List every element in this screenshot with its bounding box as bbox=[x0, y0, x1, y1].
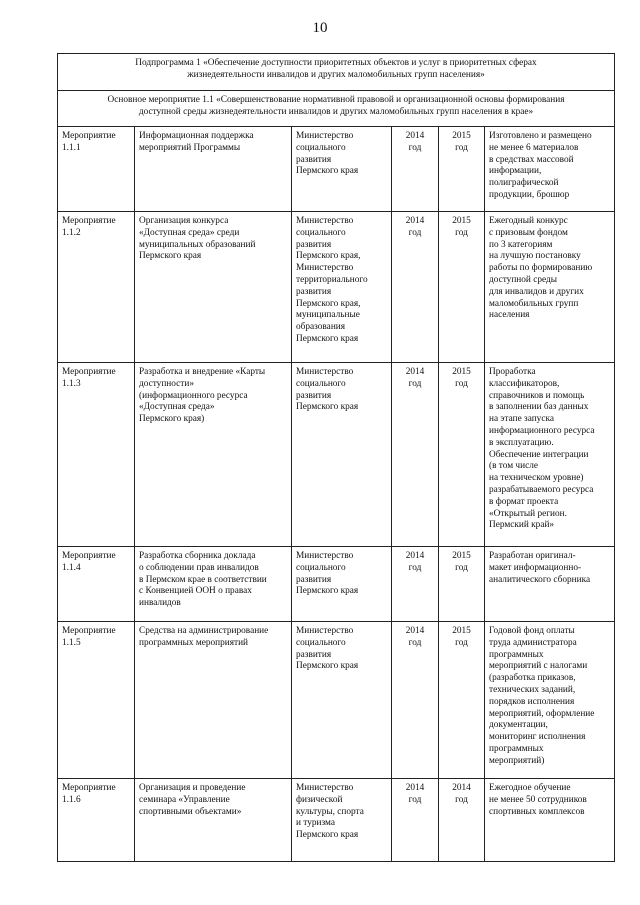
cell-line: «Открытый регион. bbox=[489, 508, 567, 519]
cell-line: 2014 bbox=[405, 131, 425, 141]
cell-line: год bbox=[408, 794, 422, 805]
cell-line: мероприятий) bbox=[489, 755, 545, 766]
cell-line: развития bbox=[296, 649, 332, 660]
cell-line: социального bbox=[296, 142, 346, 153]
start-year-cell bbox=[392, 622, 439, 779]
cell-line: Мероприятие bbox=[62, 216, 116, 226]
cell-line: 2015 bbox=[452, 367, 471, 377]
cell-line: Пермского края bbox=[296, 661, 359, 672]
cell-line: спортивных комплексов bbox=[489, 806, 585, 817]
cell-line: год bbox=[408, 142, 422, 153]
page-number: 10 bbox=[312, 20, 328, 36]
cell-line: 2014 bbox=[405, 367, 425, 377]
cell-line: Ежегодный конкурс bbox=[489, 216, 568, 226]
cell-line: продукции, брошюр bbox=[489, 189, 570, 200]
executor-cell bbox=[292, 547, 392, 622]
cell-line: 2015 bbox=[452, 551, 471, 561]
main-activity-header bbox=[58, 91, 615, 127]
cell-line: информации, bbox=[489, 166, 542, 177]
cell-line: 2014 bbox=[405, 551, 425, 561]
cell-line: Министерство bbox=[296, 367, 354, 377]
activity-id-cell bbox=[58, 622, 135, 779]
cell-line: Пермского края, bbox=[296, 251, 361, 262]
cell-line: развития bbox=[296, 286, 332, 297]
cell-line: документации, bbox=[489, 720, 548, 731]
cell-line: Пермского края bbox=[296, 402, 359, 413]
cell-line: спортивными объектами» bbox=[139, 806, 242, 817]
executor-cell bbox=[292, 622, 392, 779]
activity-name-cell bbox=[135, 127, 292, 212]
cell-line: Министерство bbox=[296, 626, 354, 636]
cell-line: на лучшую постановку bbox=[489, 251, 581, 262]
cell-line: аналитического сборника bbox=[489, 574, 591, 585]
end-year-cell bbox=[439, 622, 485, 779]
table-row bbox=[58, 363, 615, 547]
cell-line: Информационная поддержка bbox=[139, 131, 254, 141]
cell-line: год bbox=[408, 637, 422, 648]
cell-line: и туризма bbox=[296, 818, 335, 829]
cell-line: в Пермском крае в соответствии bbox=[139, 574, 267, 585]
cell-line: не менее 50 сотрудников bbox=[489, 794, 587, 805]
activity-id-cell bbox=[58, 212, 135, 363]
cell-line: Пермского края bbox=[296, 586, 359, 597]
cell-line: Министерство bbox=[296, 263, 354, 274]
end-year-cell bbox=[439, 363, 485, 547]
result-cell bbox=[485, 779, 615, 862]
activity-id-cell bbox=[58, 779, 135, 862]
cell-line: классификаторов, bbox=[489, 378, 560, 389]
cell-line: 1.1.2 bbox=[62, 227, 81, 238]
cell-line: Организация конкурса bbox=[139, 216, 229, 226]
cell-line: социального bbox=[296, 637, 346, 648]
cell-line: муниципальных образований bbox=[139, 239, 256, 250]
cell-line: (в том числе bbox=[489, 461, 538, 472]
start-year-cell bbox=[392, 363, 439, 547]
cell-line: в средствах массовой bbox=[489, 154, 574, 165]
cell-line: программных мероприятий bbox=[139, 637, 249, 648]
cell-line: год bbox=[455, 562, 468, 573]
cell-line: для инвалидов и других bbox=[489, 286, 584, 297]
cell-line: «Доступная среда» bbox=[139, 402, 215, 413]
main-activity-header-row bbox=[58, 91, 615, 127]
cell-line: территориального bbox=[296, 274, 368, 285]
cell-line: на техническом уровне) bbox=[489, 473, 584, 484]
cell-line: Министерство bbox=[296, 216, 354, 226]
activity-name-cell bbox=[135, 212, 292, 363]
cell-line: труда администратора bbox=[489, 637, 577, 648]
subprogram-header bbox=[58, 54, 615, 91]
result-cell bbox=[485, 622, 615, 779]
table-row bbox=[58, 779, 615, 862]
cell-line: год bbox=[408, 562, 422, 573]
executor-cell bbox=[292, 212, 392, 363]
cell-line: 1.1.6 bbox=[62, 794, 81, 805]
cell-line: макет информационно- bbox=[489, 562, 582, 573]
start-year-cell bbox=[392, 779, 439, 862]
header-line: Основное мероприятие 1.1 «Совершенствование нормативной правовой и организационной основы формирования bbox=[107, 95, 565, 105]
executor-cell bbox=[292, 779, 392, 862]
cell-line: Министерство bbox=[296, 131, 354, 141]
cell-line: Разработка сборника доклада bbox=[139, 551, 256, 561]
cell-line: мероприятий с налогами bbox=[489, 661, 588, 672]
cell-line: по 3 категориям bbox=[489, 239, 553, 250]
executor-cell bbox=[292, 363, 392, 547]
cell-line: Обеспечение интеграции bbox=[489, 449, 589, 460]
cell-line: год bbox=[455, 378, 468, 389]
cell-line: образования bbox=[296, 322, 346, 333]
cell-line: Средства на администрирование bbox=[139, 626, 269, 636]
result-cell bbox=[485, 127, 615, 212]
cell-line: социального bbox=[296, 562, 346, 573]
activity-name-cell bbox=[135, 363, 292, 547]
cell-line: Пермского края bbox=[296, 830, 359, 841]
cell-line: социального bbox=[296, 378, 346, 389]
cell-line: развития bbox=[296, 239, 332, 250]
cell-line: Министерство bbox=[296, 551, 354, 561]
cell-line: технических заданий, bbox=[489, 684, 576, 695]
cell-line: 1.1.3 bbox=[62, 378, 81, 389]
cell-line: год bbox=[455, 227, 468, 238]
activity-name-cell bbox=[135, 547, 292, 622]
cell-line: порядков исполнения bbox=[489, 696, 575, 707]
cell-line: 2014 bbox=[405, 216, 425, 226]
cell-line: Разработка и внедрение «Карты bbox=[139, 367, 266, 377]
cell-line: Пермского края bbox=[139, 251, 202, 262]
cell-line: 1.1.1 bbox=[62, 142, 81, 153]
cell-line: год bbox=[408, 378, 422, 389]
table-row bbox=[58, 622, 615, 779]
cell-line: развития bbox=[296, 574, 332, 585]
activity-id-cell bbox=[58, 547, 135, 622]
cell-line: Пермского края bbox=[296, 333, 359, 344]
cell-line: семинара «Управление bbox=[139, 794, 230, 805]
cell-line: программных bbox=[489, 743, 544, 754]
cell-line: справочников и помощь bbox=[489, 390, 585, 401]
start-year-cell bbox=[392, 547, 439, 622]
cell-line: маломобильных групп bbox=[489, 298, 579, 309]
cell-line: Мероприятие bbox=[62, 131, 116, 141]
cell-line: «Доступная среда» среди bbox=[139, 227, 240, 238]
cell-line: Пермского края bbox=[296, 166, 359, 177]
cell-line: Пермского края, bbox=[296, 298, 361, 309]
cell-line: год bbox=[455, 637, 468, 648]
cell-line: 1.1.4 bbox=[62, 562, 81, 573]
cell-line: 2014 bbox=[452, 783, 471, 793]
start-year-cell bbox=[392, 212, 439, 363]
activities-table bbox=[57, 53, 615, 862]
start-year-cell bbox=[392, 127, 439, 212]
cell-line: муниципальные bbox=[296, 310, 360, 321]
activity-id-cell bbox=[58, 127, 135, 212]
cell-line: год bbox=[455, 142, 468, 153]
end-year-cell bbox=[439, 779, 485, 862]
cell-line: (разработка приказов, bbox=[489, 673, 576, 684]
cell-line: с призовым фондом bbox=[489, 227, 568, 238]
cell-line: разрабатываемого ресурса bbox=[489, 484, 594, 495]
cell-line: развития bbox=[296, 154, 332, 165]
cell-line: Разработан оригинал- bbox=[489, 551, 576, 561]
table-row bbox=[58, 212, 615, 363]
cell-line: социального bbox=[296, 227, 346, 238]
cell-line: работы по формированию bbox=[489, 263, 593, 274]
activity-id-cell bbox=[58, 363, 135, 547]
result-cell bbox=[485, 363, 615, 547]
activity-name-cell bbox=[135, 622, 292, 779]
cell-line: (информационного ресурса bbox=[139, 390, 248, 401]
cell-line: год bbox=[455, 794, 468, 805]
cell-line: 2015 bbox=[452, 131, 471, 141]
cell-line: Ежегодное обучение bbox=[489, 783, 571, 793]
cell-line: культуры, спорта bbox=[296, 806, 364, 817]
subprogram-header-row bbox=[58, 54, 615, 91]
cell-line: в заполнении баз данных bbox=[489, 402, 589, 413]
cell-line: доступности» bbox=[139, 378, 194, 389]
cell-line: физической bbox=[296, 794, 343, 805]
cell-line: полиграфической bbox=[489, 178, 559, 189]
activity-name-cell bbox=[135, 779, 292, 862]
cell-line: 2015 bbox=[452, 626, 471, 636]
cell-line: Мероприятие bbox=[62, 551, 116, 561]
cell-line: на этапе запуска bbox=[489, 414, 554, 425]
end-year-cell bbox=[439, 127, 485, 212]
header-line: Подпрограмма 1 «Обеспечение доступности приоритетных объектов и услуг в приоритетных сферах bbox=[135, 58, 537, 68]
cell-line: Пермского края) bbox=[139, 414, 205, 425]
cell-line: мероприятий, оформление bbox=[489, 708, 595, 719]
cell-line: Организация и проведение bbox=[139, 783, 246, 793]
cell-line: Мероприятие bbox=[62, 626, 116, 636]
cell-line: о соблюдении прав инвалидов bbox=[139, 562, 259, 573]
cell-line: Министерство bbox=[296, 783, 354, 793]
cell-line: в формат проекта bbox=[489, 496, 559, 507]
cell-line: 2014 bbox=[405, 626, 425, 636]
executor-cell bbox=[292, 127, 392, 212]
cell-line: Годовой фонд оплаты bbox=[489, 626, 575, 636]
table-row bbox=[58, 127, 615, 212]
result-cell bbox=[485, 547, 615, 622]
header-line: доступной среды жизнедеятельности инвалидов и других маломобильных групп населения в крае» bbox=[138, 106, 534, 117]
cell-line: доступной среды bbox=[489, 274, 557, 285]
cell-line: 2014 bbox=[405, 783, 425, 793]
cell-line: информационного ресурса bbox=[489, 425, 595, 436]
cell-line: 1.1.5 bbox=[62, 637, 81, 648]
cell-line: с Конвенцией ООН о правах bbox=[139, 586, 252, 597]
cell-line: не менее 6 материалов bbox=[489, 142, 579, 153]
cell-line: инвалидов bbox=[139, 598, 181, 609]
result-cell bbox=[485, 212, 615, 363]
end-year-cell bbox=[439, 212, 485, 363]
table-row bbox=[58, 547, 615, 622]
cell-line: мониторинг исполнения bbox=[489, 732, 586, 743]
cell-line: мероприятий Программы bbox=[139, 142, 241, 153]
header-line: жизнедеятельности инвалидов и других маломобильных групп населения» bbox=[187, 69, 485, 80]
cell-line: Мероприятие bbox=[62, 367, 116, 377]
cell-line: населения bbox=[489, 310, 530, 321]
cell-line: Пермский край» bbox=[489, 520, 555, 531]
cell-line: программных bbox=[489, 649, 544, 660]
cell-line: год bbox=[408, 227, 422, 238]
cell-line: 2015 bbox=[452, 216, 471, 226]
cell-line: Проработка bbox=[489, 367, 536, 377]
cell-line: Мероприятие bbox=[62, 783, 116, 793]
cell-line: развития bbox=[296, 390, 332, 401]
end-year-cell bbox=[439, 547, 485, 622]
cell-line: в эксплуатацию. bbox=[489, 437, 554, 448]
cell-line: Изготовлено и размещено bbox=[489, 131, 592, 141]
